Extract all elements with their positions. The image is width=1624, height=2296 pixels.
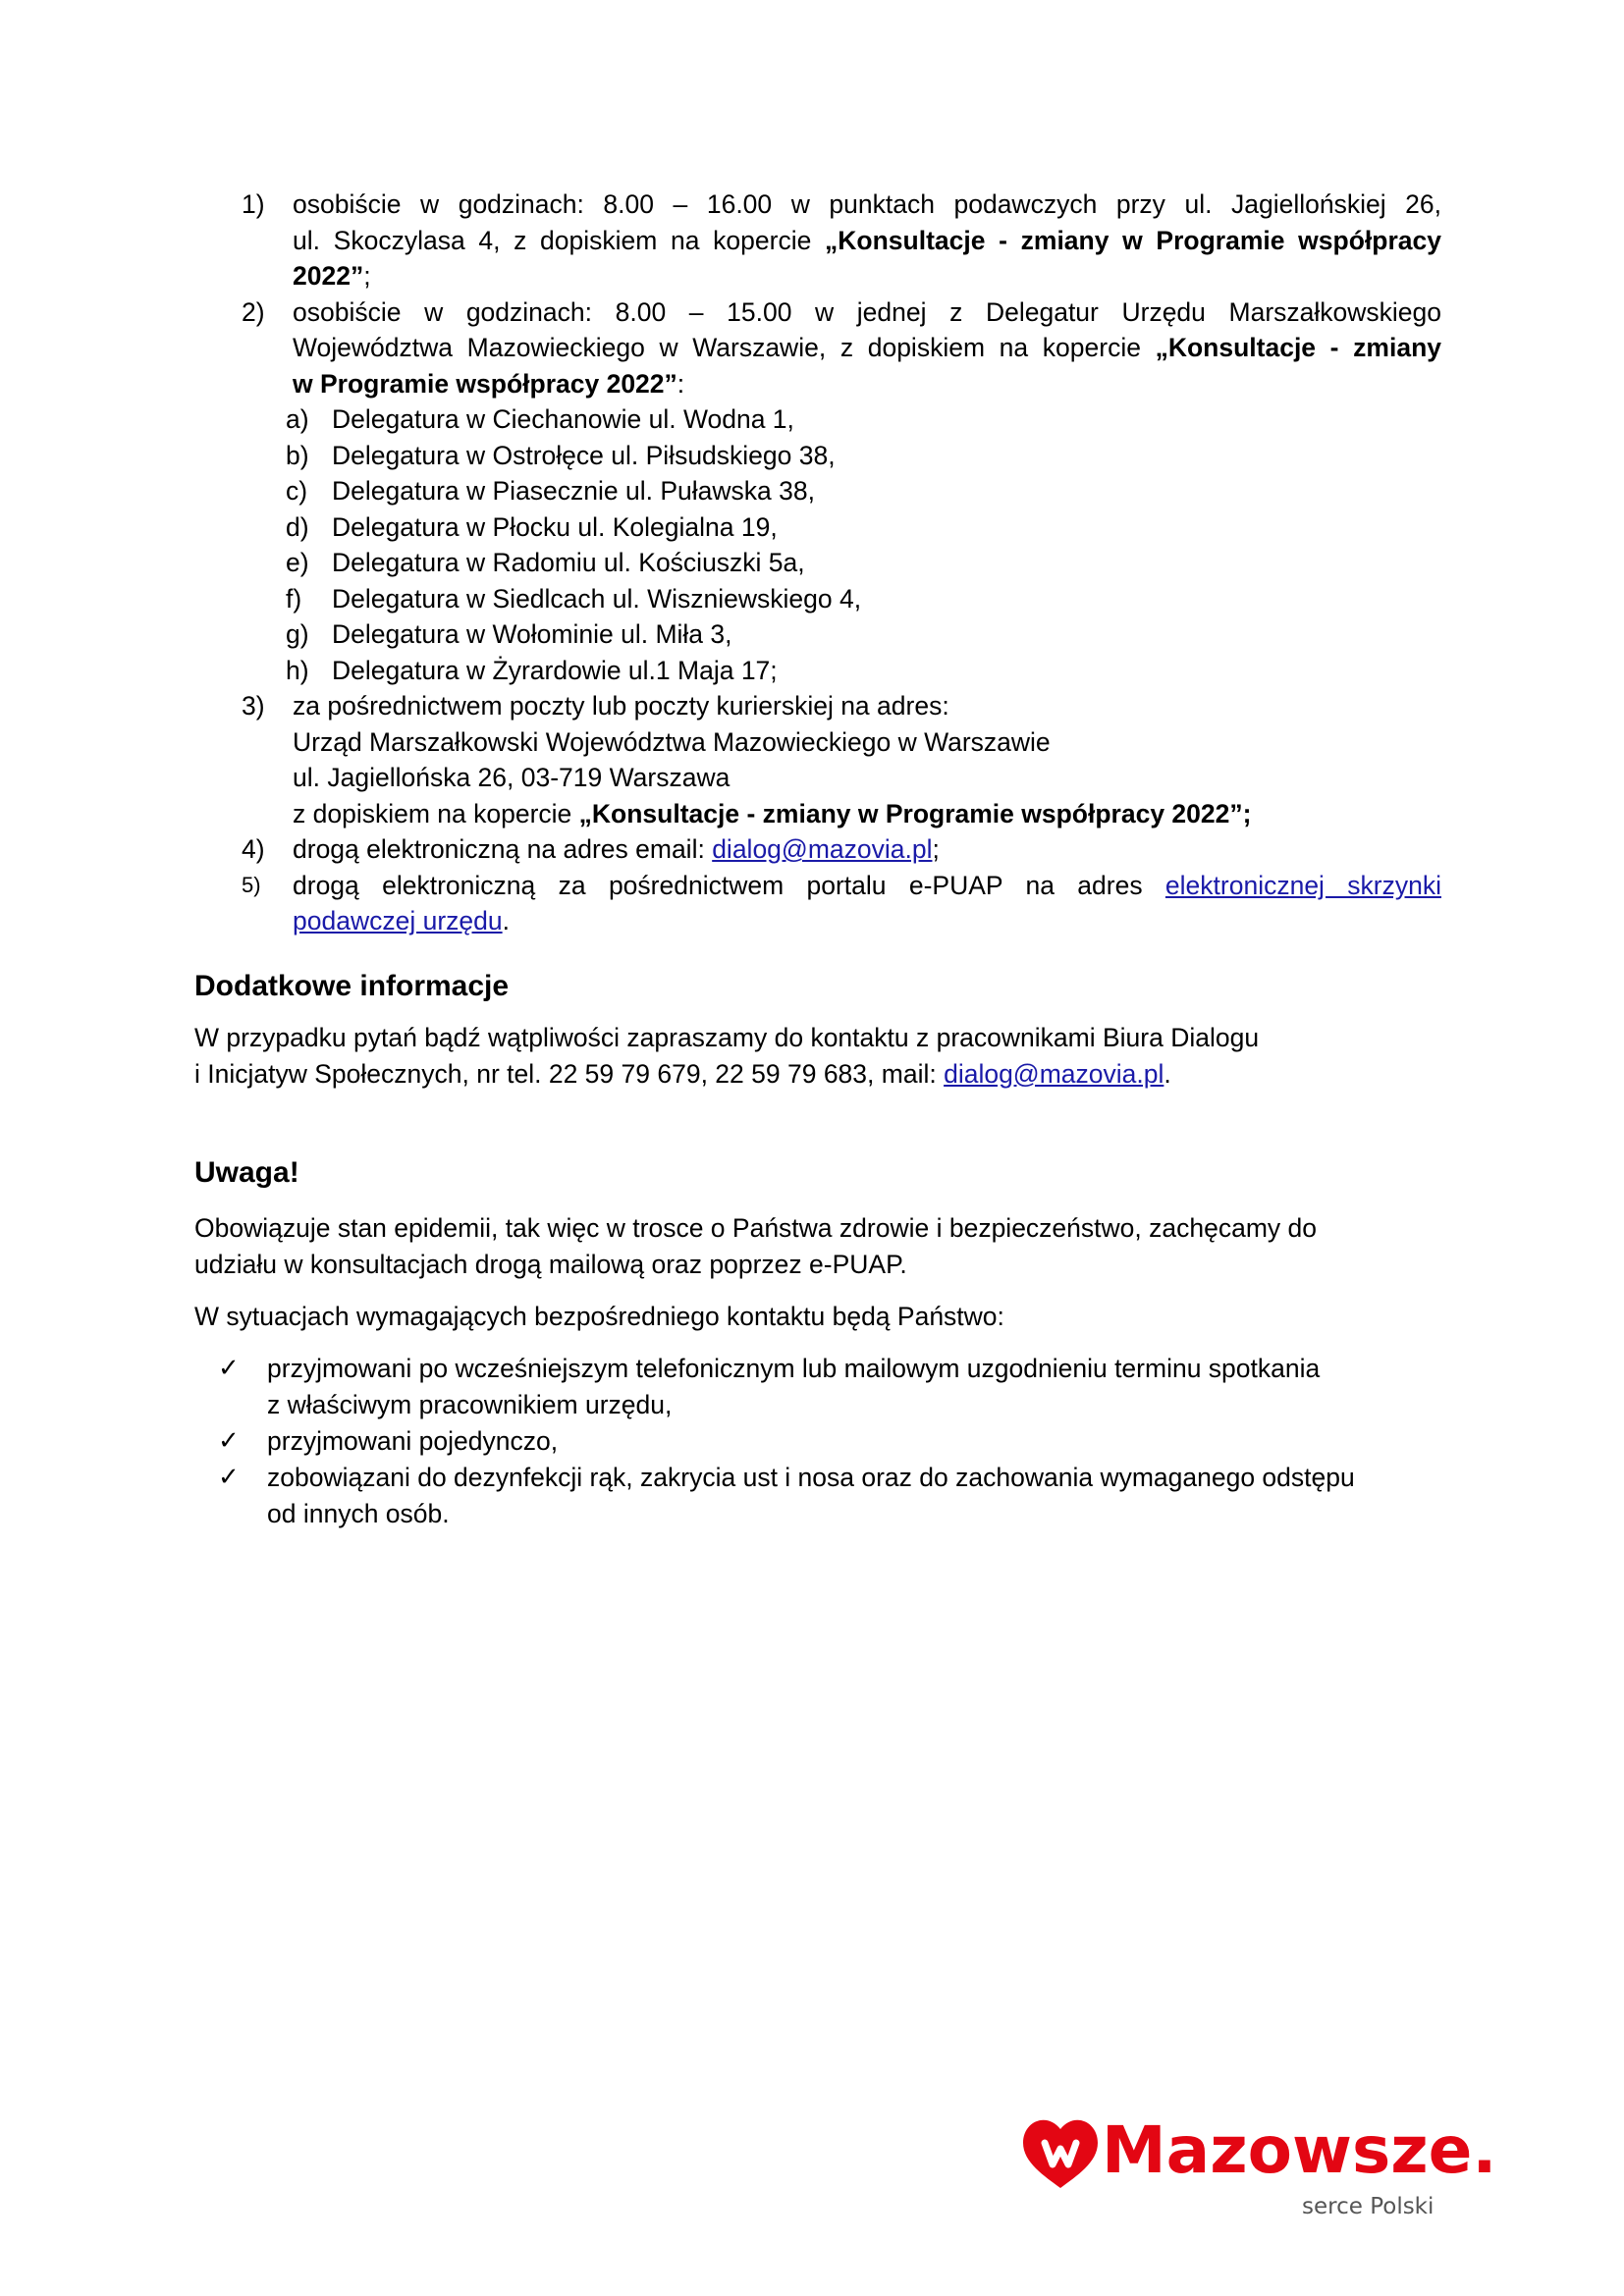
epuap-link[interactable]: elektronicznej skrzynki: [1164, 870, 1441, 900]
extra-info-line: W przypadku pytań bądź wątpliwości zapraszamy do kontaktu z pracownikami Biura Dialogu: [194, 1022, 1260, 1052]
list-item-line: ul. Jagiellońska 26, 03-719 Warszawa: [293, 763, 731, 792]
list-item-line: drogą elektroniczną za pośrednictwem portalu e-PUAP na adres elektronicznej skrzynki: [293, 870, 1441, 900]
checklist-item: ✓ przyjmowani po wcześniejszym telefonicznym lub mailowym uzgodnieniu terminu spotkania z właściwym pracownikiem urzędu,: [194, 1351, 1441, 1423]
list-item-line: z dopiskiem na kopercie „Konsultacje - zmiany w Programie współpracy 2022”;: [293, 798, 1252, 828]
warning-paragraph-line: Obowiązuje stan epidemii, tak więc w trosce o Państwa zdrowie i bezpieczeństwo, zachęcamy do: [194, 1212, 1317, 1243]
list-item-line: podawczej urzędu.: [293, 906, 510, 935]
section-heading-extra-info: Dodatkowe informacje: [194, 969, 510, 1002]
checklist-item: ✓ zobowiązani do dezynfekcji rąk, zakrycia ust i nosa oraz do zachowania wymaganego odstępu od innych osób.: [194, 1460, 1441, 1532]
list-item-2: [194, 294, 1441, 402]
sub-list-item: e) Delegatura w Radomiu ul. Kościuszki 5a,: [286, 548, 805, 577]
list-number: 5): [242, 872, 261, 897]
list-item-line: ul. Skoczylasa 4, z dopiskiem na kopercie „Konsultacje - zmiany w Programie współpracy: [293, 225, 1441, 255]
list-number: 3): [242, 691, 265, 721]
list-number: 4): [242, 834, 265, 864]
logo-tagline: serce Polski: [1302, 2194, 1435, 2219]
check-icon: ✓: [218, 1353, 240, 1383]
checklist-item: ✓ przyjmowani pojedynczo,: [194, 1423, 1441, 1460]
extra-info-line: i Inicjatyw Społecznych, nr tel. 22 59 79 679, 22 59 79 683, mail: dialog@mazovia.pl.: [194, 1058, 1171, 1089]
list-item-5: [194, 868, 1441, 939]
warning-paragraph-line: udziału w konsultacjach drogą mailową oraz poprzez e-PUAP.: [194, 1249, 907, 1279]
sub-list-item: b) Delegatura w Ostrołęce ul. Piłsudskiego 38,: [286, 440, 836, 470]
logo-wordmark: Mazowsze.: [1102, 2112, 1497, 2188]
sub-list-item: c) Delegatura w Piasecznie ul. Puławska 38,: [286, 476, 815, 506]
contact-email-link[interactable]: dialog@mazovia.pl: [944, 1058, 1164, 1089]
section-heading-warning: Uwaga!: [194, 1155, 299, 1189]
list-number: 2): [242, 296, 265, 327]
delegatury-list: [194, 401, 1441, 688]
list-item-4: 4) drogą elektroniczną na adres email: dialog@mazovia.pl;: [194, 831, 1441, 868]
sub-list-item: h) Delegatura w Żyrardowie ul.1 Maja 17;: [286, 655, 778, 685]
sub-list-item: g) Delegatura w Wołominie ul. Miła 3,: [286, 619, 732, 649]
document-page: [194, 187, 1441, 1532]
list-item-line: Województwa Mazowieckiego w Warszawie, z dopiskiem na kopercie „Konsultacje - zmiany: [293, 333, 1441, 362]
list-item-line: osobiście w godzinach: 8.00 – 16.00 w punktach podawczych przy ul. Jagiellońskiej 26,: [293, 189, 1441, 219]
checklist: [194, 1351, 1441, 1532]
email-link[interactable]: dialog@mazovia.pl: [712, 834, 933, 864]
mazowsze-logo-graphic: [1011, 2086, 1497, 2243]
sub-list-item: a) Delegatura w Ciechanowie ul. Wodna 1,: [286, 404, 794, 434]
list-item-line: za pośrednictwem poczty lub poczty kurierskiej na adres:: [293, 691, 949, 721]
sub-list-item: f) Delegatura w Siedlcach ul. Wiszniewskiego 4,: [286, 583, 862, 614]
list-item-line: 2022”;: [293, 261, 371, 291]
mazowsze-logo: [1011, 2086, 1497, 2243]
check-icon: ✓: [218, 1462, 240, 1492]
list-item-line: osobiście w godzinach: 8.00 – 15.00 w jednej z Delegatur Urzędu Marszałkowskiego: [293, 296, 1441, 327]
list-item-line: w Programie współpracy 2022”:: [293, 368, 685, 399]
list-item-3: [194, 688, 1441, 831]
epuap-link-continued[interactable]: podawczej urzędu: [293, 906, 503, 935]
list-number: 1): [242, 189, 265, 219]
warning-paragraph: W sytuacjach wymagających bezpośredniego kontaktu będą Państwo:: [194, 1301, 1004, 1331]
sub-list-item: d) Delegatura w Płocku ul. Kolegialna 19,: [286, 511, 778, 542]
check-icon: ✓: [218, 1425, 240, 1456]
list-item-line: Urząd Marszałkowski Województwa Mazowieckiego w Warszawie: [293, 726, 1051, 757]
list-item-1: [194, 187, 1441, 294]
